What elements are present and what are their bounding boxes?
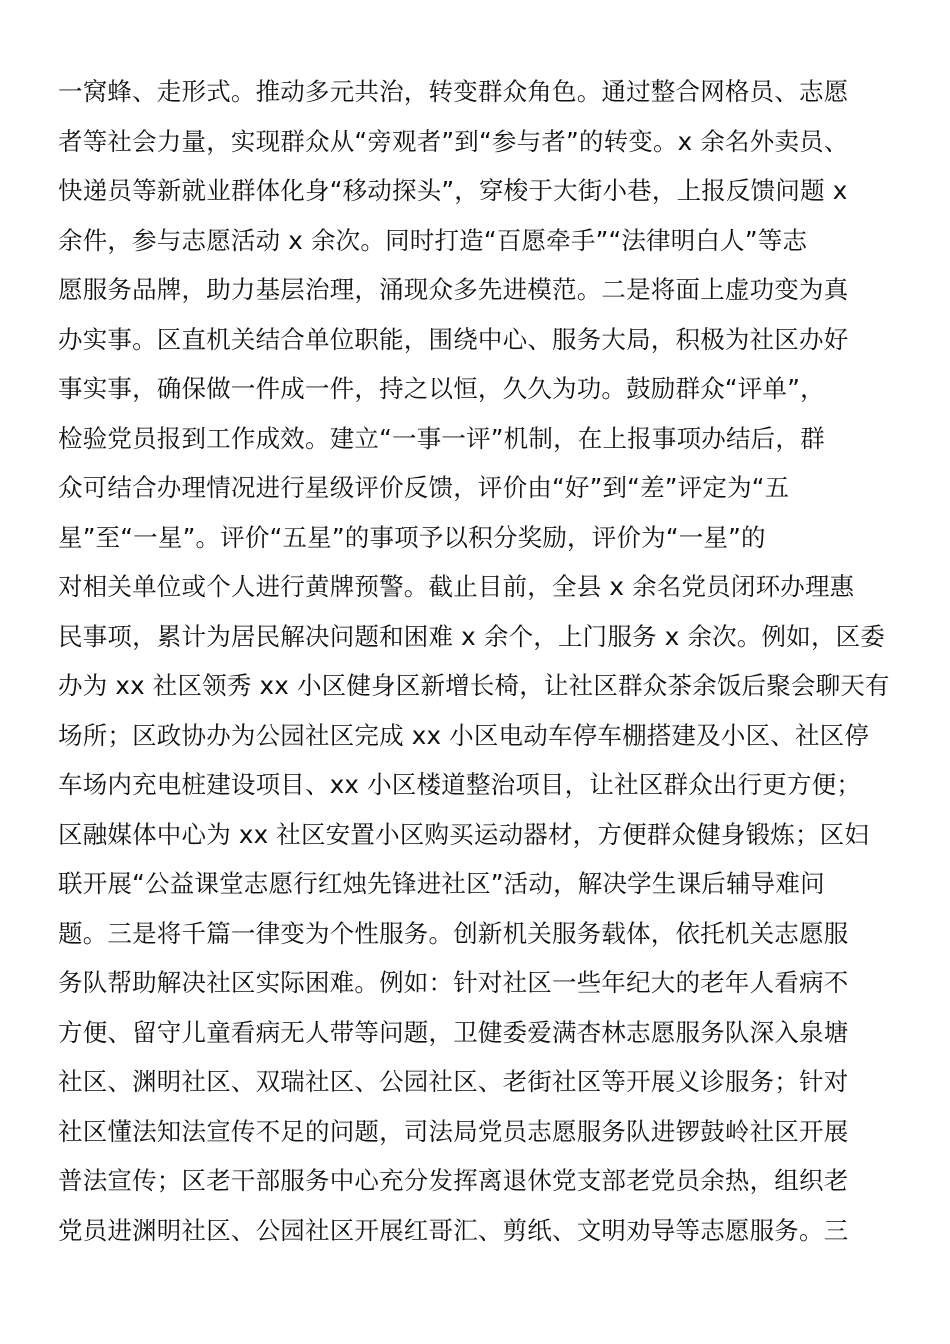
text-line-19: 务队帮助解决社区实际困难。例如：针对社区一些年纪大的老年人看病不 — [58, 968, 849, 997]
text-line-13: 办为 xx 社区领秀 xx 小区健身区新增长椅，让社区群众茶余饭后聚会聊天有 — [58, 671, 890, 700]
text-line-14: 场所；区政协办为公园社区完成 xx 小区电动车停车棚搭建及小区、社区停 — [58, 720, 870, 750]
text-line-11: 对相关单位或个人进行黄牌预警。截止目前，全县 x 余名党员闭环办理惠 — [58, 572, 855, 601]
text-line-24: 党员进渊明社区、公园社区开展红哥汇、剪纸、文明劝导等志愿服务。三 — [58, 1215, 849, 1245]
text-line-21: 社区、渊明社区、双瑞社区、公园社区、老街社区等开展义诊服务；针对 — [58, 1067, 849, 1096]
text-line-6: 办实事。区直机关结合单位职能，围绕中心、服务大局，积极为社区办好 — [58, 324, 849, 354]
text-line-3: 快递员等新就业群体化身“移动探头”，穿梭于大街小巷，上报反馈问题 x — [58, 176, 848, 205]
text-line-16: 区融媒体中心为 xx 社区安置小区购买运动器材，方便群众健身锻炼；区妇 — [58, 819, 870, 849]
text-line-23: 普法宣传；区老干部服务中心充分发挥离退休党支部老党员余热，组织老 — [58, 1166, 849, 1195]
text-line-12: 民事项，累计为居民解决问题和困难 x 余个，上门服务 x 余次。例如，区委 — [58, 621, 886, 651]
text-line-10: 星”至“一星”。评价“五星”的事项予以积分奖励，评价为“一星”的 — [58, 522, 766, 552]
text-line-7: 事实事，确保做一件成一件，持之以恒，久久为功。鼓励群众“评单”， — [58, 374, 825, 403]
text-line-20: 方便、留守儿童看病无人带等问题，卫健委爱满杏林志愿服务队深入泉塘 — [58, 1017, 849, 1047]
text-line-8: 检验党员报到工作成效。建立“一事一评”机制，在上报事项办结后，群 — [58, 423, 825, 453]
text-line-18: 题。三是将千篇一律变为个性服务。创新机关服务载体，依托机关志愿服 — [58, 918, 849, 948]
text-line-1: 一窝蜂、走形式。推动多元共治，转变群众角色。通过整合网格员、志愿 — [58, 77, 849, 106]
text-line-22: 社区懂法知法宣传不足的问题，司法局党员志愿服务队进锣鼓岭社区开展 — [58, 1116, 849, 1146]
text-line-17: 联开展“公益课堂志愿行红烛先锋进社区”活动，解决学生课后辅导难问 — [58, 869, 825, 898]
text-line-5: 愿服务品牌，助力基层治理，涌现众多先进模范。二是将面上虚功变为真 — [58, 275, 849, 304]
text-line-2: 者等社会力量，实现群众从“旁观者”到“参与者”的转变。x 余名外卖员、 — [58, 126, 849, 156]
text-line-4: 余件，参与志愿活动 x 余次。同时打造“百愿牵手”“法律明白人”等志 — [58, 225, 808, 255]
text-line-15: 车场内充电桩建设项目、xx 小区楼道整治项目，让社区群众出行更方便； — [58, 770, 862, 799]
body-paragraph — [58, 67, 908, 1255]
text-line-9: 众可结合办理情况进行星级评价反馈，评价由“好”到“差”评定为“五 — [58, 473, 790, 502]
